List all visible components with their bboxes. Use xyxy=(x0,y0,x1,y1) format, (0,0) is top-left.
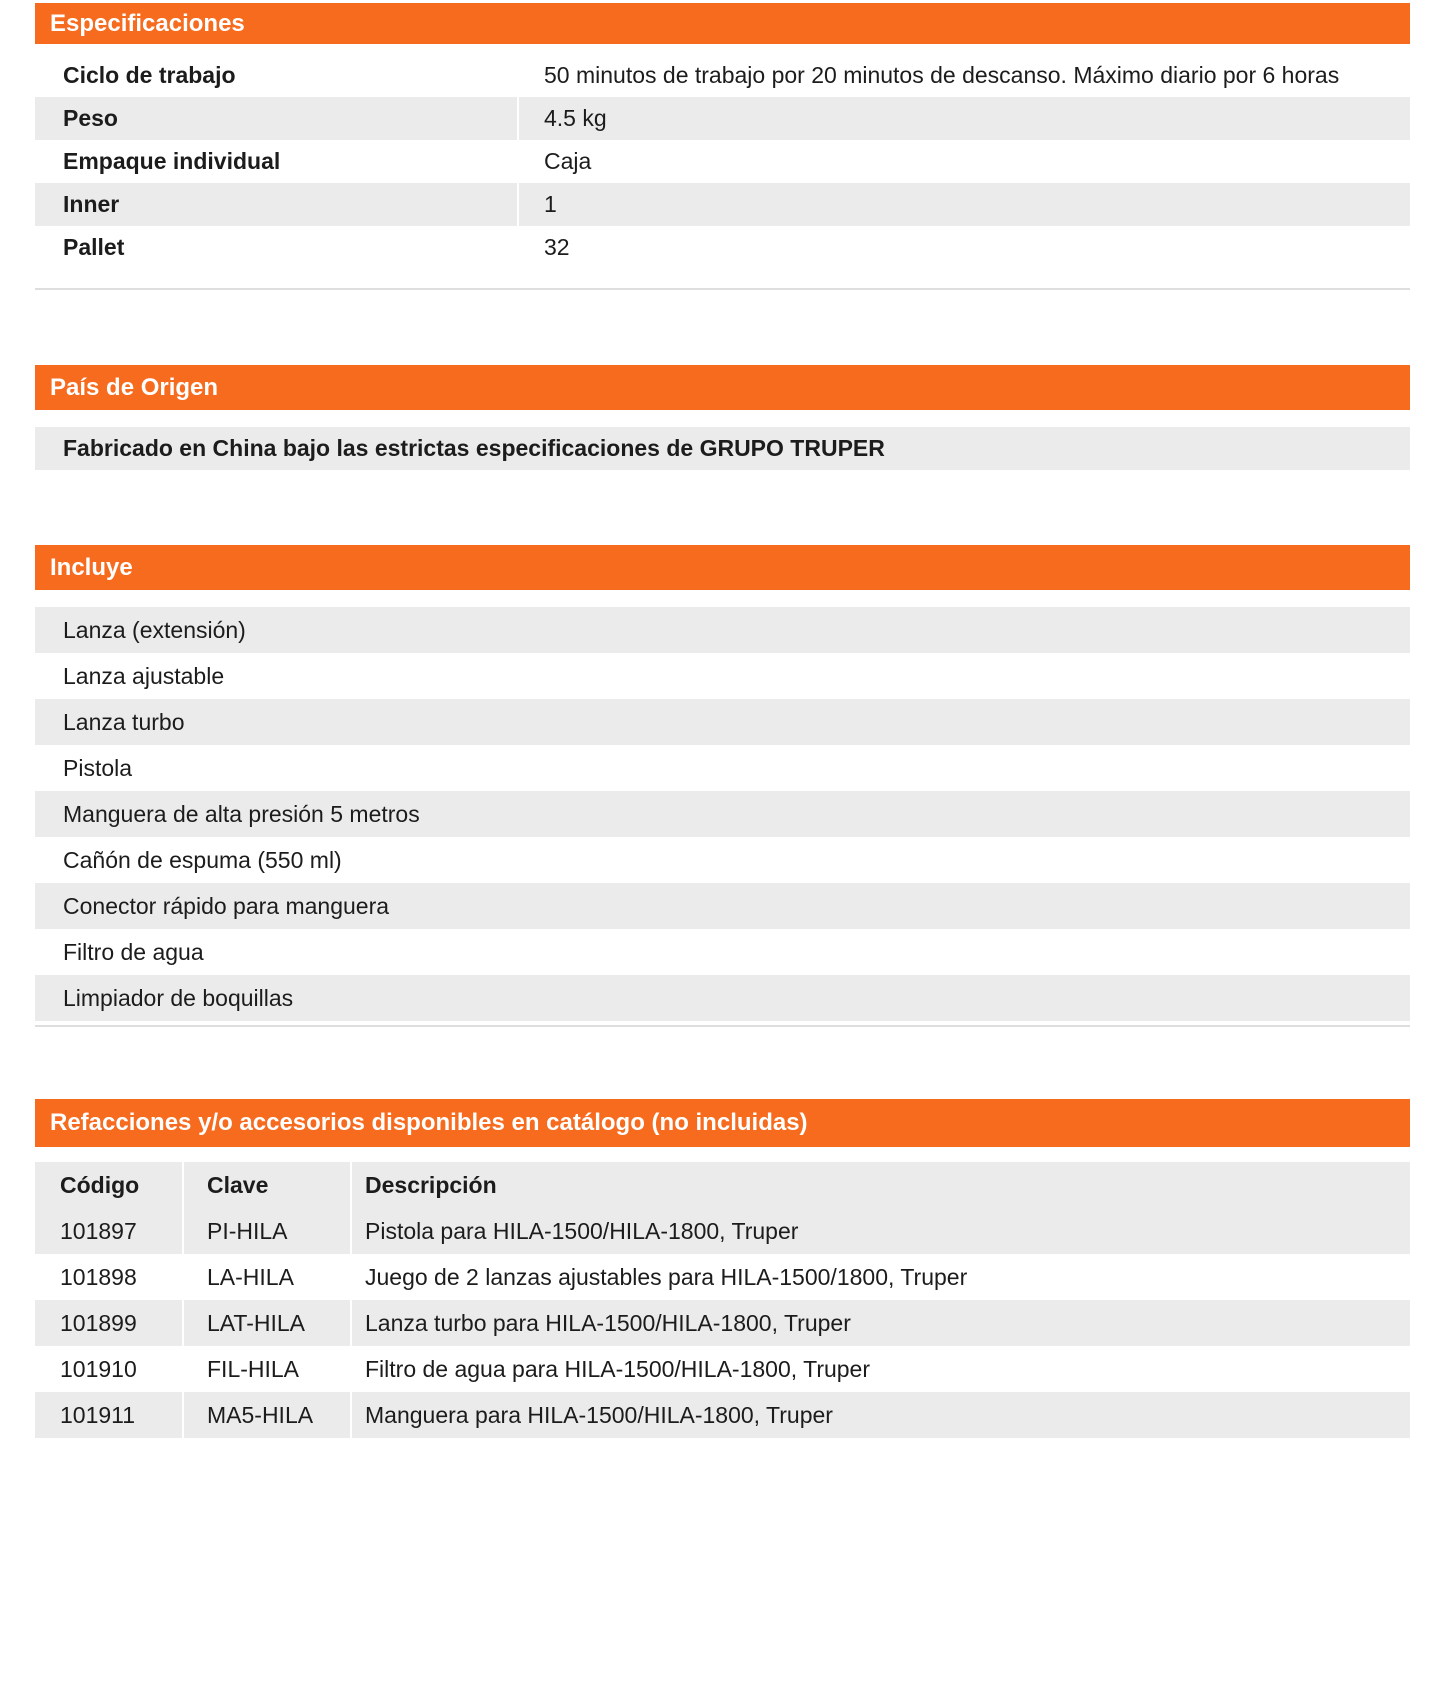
section-title: Refacciones y/o accesorios disponibles en catálogo (no incluidas) xyxy=(50,1109,808,1136)
spec-value: 32 xyxy=(517,226,1410,269)
table-header-row xyxy=(35,1162,1410,1208)
spec-row-empaque-individual xyxy=(35,140,1410,183)
section-header-especificaciones xyxy=(35,3,1410,44)
spec-label: Ciclo de trabajo xyxy=(63,62,236,88)
cell-clave: LA-HILA xyxy=(182,1254,350,1300)
list-item: Filtro de agua xyxy=(63,938,204,965)
list-item: Limpiador de boquillas xyxy=(35,975,1410,1021)
list-item: Pistola xyxy=(63,754,133,781)
section-header-pais-de-origen xyxy=(35,365,1410,410)
spec-row-pallet xyxy=(35,226,1410,269)
section-divider xyxy=(35,288,1410,290)
cell-clave: MA5-HILA xyxy=(182,1392,350,1438)
list-item: Conector rápido para manguera xyxy=(35,883,1410,929)
spec-row-peso xyxy=(35,97,1410,140)
section-header-incluye xyxy=(35,545,1410,590)
section-title: Especificaciones xyxy=(50,9,245,37)
cell-descripcion: Juego de 2 lanzas ajustables para HILA-1500/1800, Truper xyxy=(350,1254,1410,1300)
cell-codigo: 101911 xyxy=(60,1401,136,1428)
spec-value: 4.5 kg xyxy=(517,97,1410,140)
cell-codigo: 101899 xyxy=(60,1309,137,1336)
section-header-refacciones xyxy=(35,1099,1410,1147)
spec-row-inner xyxy=(35,183,1410,226)
cell-codigo: 101910 xyxy=(60,1355,137,1382)
section-title: Incluye xyxy=(50,553,133,581)
section-divider xyxy=(35,1025,1410,1027)
list-item: Lanza turbo xyxy=(35,699,1410,745)
table-row xyxy=(35,1392,1410,1438)
cell-descripcion: Lanza turbo para HILA-1500/HILA-1800, Truper xyxy=(350,1300,1410,1346)
spec-row-ciclo-de-trabajo xyxy=(35,54,1410,97)
spec-value: Caja xyxy=(517,140,1410,183)
section-title: País de Origen xyxy=(50,373,219,401)
spec-value: 1 xyxy=(517,183,1410,226)
spec-value: 50 minutos de trabajo por 20 minutos de descanso. Máximo diario por 6 horas xyxy=(517,54,1410,97)
origin-statement: Fabricado en China bajo las estrictas especificaciones de GRUPO TRUPER xyxy=(35,427,1410,470)
spec-label: Empaque individual xyxy=(63,148,281,174)
cell-descripcion: Filtro de agua para HILA-1500/HILA-1800, Truper xyxy=(350,1346,1410,1392)
list-item: Cañón de espuma (550 ml) xyxy=(63,846,342,873)
list-item: Manguera de alta presión 5 metros xyxy=(35,791,1410,837)
column-header-clave: Clave xyxy=(182,1162,350,1208)
column-header-codigo: Código xyxy=(60,1171,140,1198)
table-row xyxy=(35,1208,1410,1254)
cell-descripcion: Pistola para HILA-1500/HILA-1800, Truper xyxy=(350,1208,1410,1254)
cell-clave: FIL-HILA xyxy=(182,1346,350,1392)
spec-label: Pallet xyxy=(63,234,125,260)
spec-label: Peso xyxy=(63,105,118,131)
incluye-list xyxy=(35,607,1410,1021)
table-row xyxy=(35,1254,1410,1300)
table-row xyxy=(35,1346,1410,1392)
cell-codigo: 101898 xyxy=(60,1263,137,1290)
cell-clave: LAT-HILA xyxy=(182,1300,350,1346)
column-header-descripcion: Descripción xyxy=(350,1162,1410,1208)
cell-descripcion: Manguera para HILA-1500/HILA-1800, Truper xyxy=(350,1392,1410,1438)
list-item: Lanza ajustable xyxy=(63,662,225,689)
cell-codigo: 101897 xyxy=(60,1217,137,1244)
list-item: Lanza (extensión) xyxy=(35,607,1410,653)
spec-label: Inner xyxy=(63,191,120,217)
especificaciones-table xyxy=(35,54,1410,269)
cell-clave: PI-HILA xyxy=(182,1208,350,1254)
table-row xyxy=(35,1300,1410,1346)
refacciones-table xyxy=(35,1162,1410,1438)
